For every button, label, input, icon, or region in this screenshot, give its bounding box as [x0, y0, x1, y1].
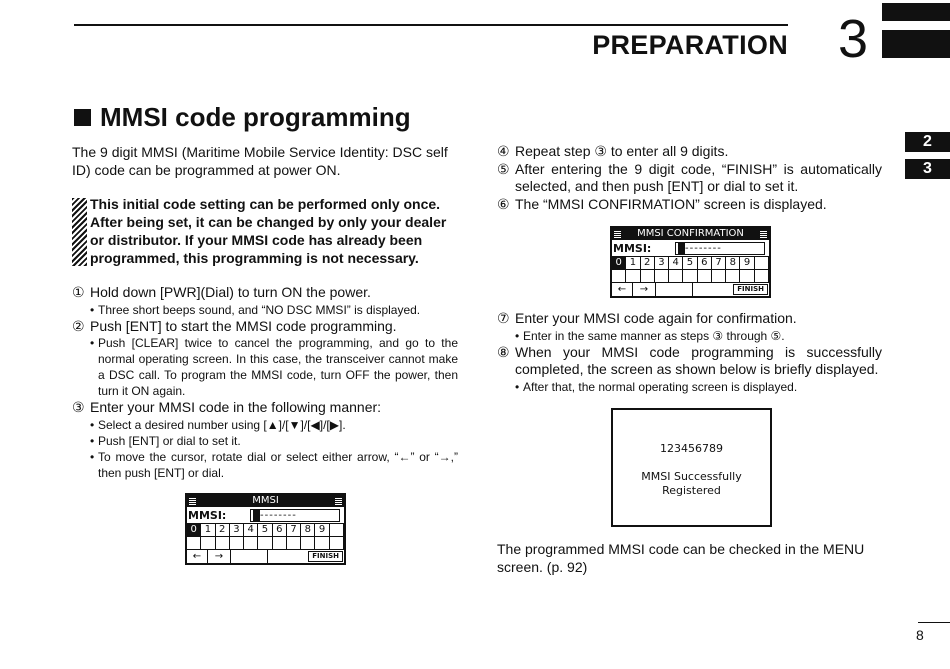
empty-cell: [244, 537, 258, 550]
digit-key: 8: [726, 257, 740, 270]
page-number: 8: [916, 627, 924, 643]
empty-cell: [612, 270, 626, 283]
step-4: ④ Repeat step ③ to enter all 9 digits.: [497, 143, 729, 159]
right-arrow-icon: →: [208, 550, 231, 563]
lcd-bottom-row: [187, 550, 344, 563]
lcd-mmsi-label: MMSI:: [188, 508, 227, 522]
lcd-mmsi-field: --------: [250, 509, 340, 522]
caution-stripes-icon: [72, 198, 87, 266]
lcd-digit-grid: [612, 257, 769, 283]
step-8-note: • After that, the normal operating screen is displayed.: [515, 379, 798, 394]
step-7-note: • Enter in the same manner as steps ③ through ⑤.: [515, 328, 785, 343]
lcd-mmsi-field: --------: [675, 242, 765, 255]
empty-cell: [655, 270, 669, 283]
digit-key: 9: [315, 524, 329, 537]
empty-cell: [330, 524, 344, 537]
steps-right-2: [497, 310, 882, 395]
lcd-success-message: MMSI Successfully Registered: [641, 470, 742, 497]
chapter-tab-bar: [882, 30, 950, 58]
empty-cell: [683, 270, 697, 283]
digit-key: 4: [244, 524, 258, 537]
left-arrow-icon: ←: [187, 550, 208, 563]
lcd-title-bar: MMSI CONFIRMATION: [612, 228, 769, 240]
lcd-title-bar: MMSI: [187, 495, 344, 507]
digit-key: 2: [216, 524, 230, 537]
empty-cell: [712, 270, 726, 283]
step-3-note: • To move the cursor, rotate dial or select either arrow, “←” or “→,” then push [ENT] or dial.: [90, 449, 458, 480]
empty-cell: [698, 270, 712, 283]
empty-cell: [273, 537, 287, 550]
empty-cell: [201, 537, 215, 550]
empty-cell: [656, 283, 693, 296]
step-8: ⑧ When your MMSI code programming is successfully completed, the screen as shown below is briefly displayed.: [497, 343, 882, 377]
empty-cell: [740, 270, 754, 283]
closing-paragraph: The programmed MMSI code can be checked in the MENU screen. (p. 92): [497, 541, 865, 575]
step-2-note: • Push [CLEAR] twice to cancel the programming, and go to the normal operating screen. In this case, the transceiver cannot make a DSC call. To program the MMSI code, turn OFF the power, then turn it ON again.: [90, 336, 458, 398]
empty-cell: [626, 270, 640, 283]
step-3-note: • Push [ENT] or dial to set it.: [90, 433, 241, 448]
cursor-icon: [678, 243, 685, 254]
steps-left: [72, 284, 458, 481]
scroll-indicator-icon: [335, 497, 342, 505]
section-heading: [74, 102, 411, 133]
finish-key: FINISH: [733, 284, 768, 295]
step-7: ⑦ Enter your MMSI code again for confirmation.: [497, 310, 797, 326]
digit-key: 9: [740, 257, 754, 270]
square-bullet-icon: [74, 109, 91, 126]
scroll-indicator-icon: [614, 230, 621, 238]
digit-key: 5: [683, 257, 697, 270]
step-1: ① Hold down [PWR](Dial) to turn ON the power.: [72, 284, 371, 300]
empty-cell: [187, 537, 201, 550]
lcd-mmsi-label: MMSI:: [613, 241, 652, 255]
empty-cell: [216, 537, 230, 550]
empty-cell: [669, 270, 683, 283]
notice-box: [72, 195, 458, 267]
finish-key: FINISH: [308, 551, 343, 562]
step-3: ③ Enter your MMSI code in the following manner:: [72, 399, 382, 415]
digit-key: 6: [273, 524, 287, 537]
digit-key: 7: [712, 257, 726, 270]
section-heading-text: MMSI code programming: [100, 102, 411, 132]
page-number-rule: [918, 622, 950, 623]
empty-cell: [755, 257, 769, 270]
chapter-tab-bar: [882, 3, 950, 21]
lcd-bottom-row: [612, 283, 769, 296]
empty-cell: [726, 270, 740, 283]
cursor-icon: [253, 510, 260, 521]
digit-key: 3: [655, 257, 669, 270]
step-5: ⑤ After entering the 9 digit code, “FINISH” is automatically selected, and then push [ENT] or dial to set it.: [497, 160, 882, 194]
empty-cell: [301, 537, 315, 550]
step-6: ⑥ The “MMSI CONFIRMATION” screen is displayed.: [497, 195, 827, 212]
right-arrow-icon: →: [633, 283, 656, 296]
header-rule: [74, 24, 788, 26]
digit-key: 3: [230, 524, 244, 537]
lcd-success-screen: [611, 408, 772, 527]
digit-key: 8: [301, 524, 315, 537]
lcd-success-code: 123456789: [660, 442, 723, 455]
scroll-indicator-icon: [189, 497, 196, 505]
section-tab-3[interactable]: 3: [905, 159, 950, 179]
lcd-mmsi-row: [612, 240, 769, 257]
steps-right: [497, 143, 882, 213]
lcd-mmsi-entry: [185, 493, 346, 565]
lcd-digit-grid: [187, 524, 344, 550]
digit-key: 6: [698, 257, 712, 270]
digit-key: 0: [187, 524, 201, 537]
step-2: ② Push [ENT] to start the MMSI code programming.: [72, 317, 397, 334]
empty-cell: [641, 270, 655, 283]
empty-cell: [330, 537, 344, 550]
empty-cell: [315, 537, 329, 550]
digit-key: 2: [641, 257, 655, 270]
empty-cell: [231, 550, 268, 563]
empty-cell: [258, 537, 272, 550]
digit-key: 1: [626, 257, 640, 270]
section-tab-2[interactable]: 2: [905, 132, 950, 152]
intro-paragraph: The 9 digit MMSI (Maritime Mobile Service Identity: DSC self ID) code can be programmed at power ON.: [72, 144, 448, 178]
left-arrow-icon: ←: [612, 283, 633, 296]
notice-text: This initial code setting can be performed only once. After being set, it can be changed by only your dealer or distributor. If your MMSI code has already been programmed, this programming is not necessary.: [90, 196, 447, 266]
empty-cell: [755, 270, 769, 283]
step-3-note: • Select a desired number using [▲]/[▼]/[◀]/[▶].: [90, 417, 346, 432]
digit-key: 4: [669, 257, 683, 270]
lcd-mmsi-row: [187, 507, 344, 524]
chapter-title: PREPARATION: [592, 30, 788, 60]
digit-key: 0: [612, 257, 626, 270]
empty-cell: [230, 537, 244, 550]
lcd-mmsi-confirmation: [610, 226, 771, 298]
empty-cell: [287, 537, 301, 550]
digit-key: 1: [201, 524, 215, 537]
digit-key: 5: [258, 524, 272, 537]
chapter-number: 3: [838, 9, 869, 69]
scroll-indicator-icon: [760, 230, 767, 238]
step-1-note: • Three short beeps sound, and “NO DSC MMSI” is displayed.: [90, 302, 421, 317]
digit-key: 7: [287, 524, 301, 537]
